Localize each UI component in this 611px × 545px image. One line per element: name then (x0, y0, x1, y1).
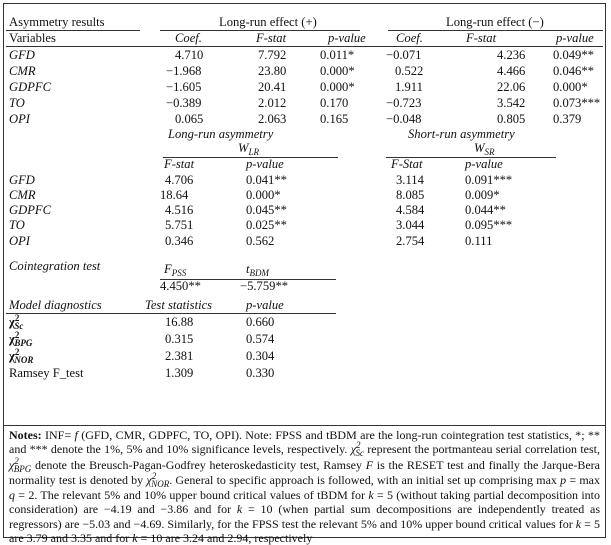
cell-pvalue-neg: 0.000* (553, 80, 588, 94)
cell-pvalue-pos: 0.170 (320, 96, 349, 110)
row-var: TO (9, 96, 25, 110)
diagnostics-label: Model diagnostics (9, 298, 102, 312)
asym-header-pvalue: p-value (246, 157, 284, 171)
cell-sr-pvalue: 0.095*** (465, 218, 513, 232)
cell-coef-pos: 4.710 (175, 48, 204, 62)
cell-sr-fstat: 8.085 (396, 188, 425, 202)
cell-coef-neg: −0.723 (386, 96, 422, 110)
cell-fstat-pos: 2.012 (258, 96, 287, 110)
cell-sr-pvalue: 0.091*** (465, 173, 513, 187)
cell-coef-pos: −1.968 (166, 64, 202, 78)
cell-sr-fstat: 4.584 (396, 203, 425, 217)
cell-lr-pvalue: 0.562 (246, 234, 275, 248)
chi-bpg-label: $\chi^2_{BPG}$ (9, 330, 33, 348)
cell-fstat-pos: 20.41 (258, 80, 287, 94)
row-var: GDPFC (9, 203, 51, 217)
cell-fstat-pos: 7.792 (258, 48, 287, 62)
cell-coef-neg: −0.071 (386, 48, 422, 62)
header-coef-neg: Coef. (396, 31, 423, 45)
cell-sr-fstat: 3.114 (396, 173, 424, 187)
chi-nor-label: $\chi^2_{NOR}$ (9, 347, 34, 365)
cell-stat: 1.309 (165, 366, 194, 380)
row-var: OPI (9, 234, 30, 248)
tbdm-value: −5.759** (240, 279, 289, 293)
rule-notes (3, 425, 606, 426)
rule-diagnostics (6, 313, 336, 314)
cell-lr-pvalue: 0.041** (246, 173, 287, 187)
cell-stat: 0.315 (165, 332, 194, 346)
chi-sc-label: $\chi^2_{Sc}$ (9, 313, 24, 331)
cell-sr-pvalue: 0.009* (465, 188, 500, 202)
table-notes: Notes: INF= f (GFD, CMR, GDPFC, TO, OPI). Note: FPSS and tBDM are the long-run cointegration test statistics, *; ** and *** denote the 1%, 5% and 10% significance levels, respectively. $\chi^2_{Sc}$ represent the portmanteau serial correlation test, $\chi^2_{BPG}$ denote the Breusch-Pagan-Godfrey heteroskedasticity test, Ramsey F is the RESET test and finally the Jarque-Bera normality test is denoted by $\chi^2_{NOR}$. General to specific approach is followed, with an initial set up comprising max p = max q = 2. The relevant 5% and 10% upper bound critical values of tBDM for k = 5 (without taking partial decomposition into consideration) are −4.19 and −3.86 and for k = 10 (when partial sum decompositions are independently treated as regressors) are −5.03 and −4.69. Similarly, for the FPSS test the relevant 5% and 10% upper bound critical values for k = 5 are 3.79 and 3.35 and for k = 10 are 3.24 and 2.94, respectively (9, 428, 601, 545)
header-pvalue-neg: p-value (556, 31, 594, 45)
row-var: GFD (9, 48, 35, 62)
row-var: OPI (9, 112, 30, 126)
cell-pvalue-pos: 0.011* (320, 48, 355, 62)
header-coef: Coef. (175, 31, 202, 45)
cell-coef-pos: −1.605 (166, 80, 202, 94)
header-fstat-neg: F-stat (466, 31, 497, 45)
asym-header-pvalue-sr: p-value (465, 157, 503, 171)
cell-pvalue: 0.330 (246, 366, 275, 380)
cell-pvalue-neg: 0.379 (553, 112, 582, 126)
cell-sr-pvalue: 0.044** (465, 203, 506, 217)
header-variables: Variables (9, 31, 56, 45)
row-var: TO (9, 218, 25, 232)
cell-lr-fstat: 4.516 (165, 203, 194, 217)
cointegration-label: Cointegration test (9, 259, 101, 273)
cell-pvalue-pos: 0.000* (320, 80, 355, 94)
cell-pvalue: 0.574 (246, 332, 275, 346)
cell-lr-fstat: 18.64 (160, 188, 189, 202)
cell-coef-neg: −0.048 (386, 112, 422, 126)
cell-lr-fstat: 5.751 (165, 218, 194, 232)
long-run-asymmetry-title: Long-run asymmetry (168, 127, 274, 141)
row-var: GFD (9, 173, 35, 187)
header-long-run-negative: Long-run effect (−) (446, 15, 544, 29)
ramsey-label: Ramsey F_test (9, 366, 84, 380)
cell-fstat-neg: 3.542 (497, 96, 526, 110)
cell-coef-pos: −0.389 (166, 96, 202, 110)
cell-coef-pos: 0.065 (175, 112, 204, 126)
cell-lr-pvalue: 0.000* (246, 188, 281, 202)
rule-header-bottom (6, 46, 603, 47)
cell-fstat-pos: 23.80 (258, 64, 287, 78)
asym-header-fstat: F-stat (164, 157, 195, 171)
cell-lr-fstat: 4.706 (165, 173, 194, 187)
tbdm-label: $t_{BDM}$ (246, 262, 269, 278)
header-pvalue: p-value (328, 31, 366, 45)
cell-stat: 16.88 (165, 315, 194, 329)
header-long-run-positive: Long-run effect (+) (219, 15, 317, 29)
fpss-label: $F_{PSS}$ (164, 262, 187, 278)
cell-lr-pvalue: 0.025** (246, 218, 287, 232)
cell-fstat-neg: 22.06 (497, 80, 526, 94)
cell-pvalue-pos: 0.000* (320, 64, 355, 78)
cell-pvalue-pos: 0.165 (320, 112, 349, 126)
cell-lr-fstat: 0.346 (165, 234, 194, 248)
cell-fstat-pos: 2.063 (258, 112, 287, 126)
w-lr-label: $W_{LR}$ (238, 141, 260, 157)
cell-sr-pvalue: 0.111 (465, 234, 493, 248)
cell-sr-fstat: 3.044 (396, 218, 425, 232)
diag-header-test-statistics: Test statistics (145, 298, 213, 312)
diag-header-pvalue: p-value (246, 298, 284, 312)
row-var: CMR (9, 188, 36, 202)
fpss-value: 4.450** (160, 279, 201, 293)
cell-pvalue-neg: 0.049** (553, 48, 594, 62)
cell-pvalue: 0.304 (246, 349, 275, 363)
cell-fstat-neg: 0.805 (497, 112, 526, 126)
cell-fstat-neg: 4.236 (497, 48, 526, 62)
w-sr-label: $W_{SR}$ (474, 141, 495, 157)
asym-header-fstat-sr: F-Stat (391, 157, 423, 171)
row-var: CMR (9, 64, 36, 78)
header-fstat: F-stat (256, 31, 287, 45)
table-title: Asymmetry results (9, 15, 105, 29)
cell-pvalue-neg: 0.073*** (553, 96, 601, 110)
cell-coef-neg: 1.911 (395, 80, 423, 94)
cell-fstat-neg: 4.466 (497, 64, 526, 78)
row-var: GDPFC (9, 80, 51, 94)
short-run-asymmetry-title: Short-run asymmetry (408, 127, 515, 141)
cell-pvalue-neg: 0.046** (553, 64, 594, 78)
cell-coef-neg: 0.522 (395, 64, 424, 78)
cell-lr-pvalue: 0.045** (246, 203, 287, 217)
cell-pvalue: 0.660 (246, 315, 275, 329)
cell-sr-fstat: 2.754 (396, 234, 425, 248)
cell-stat: 2.381 (165, 349, 194, 363)
